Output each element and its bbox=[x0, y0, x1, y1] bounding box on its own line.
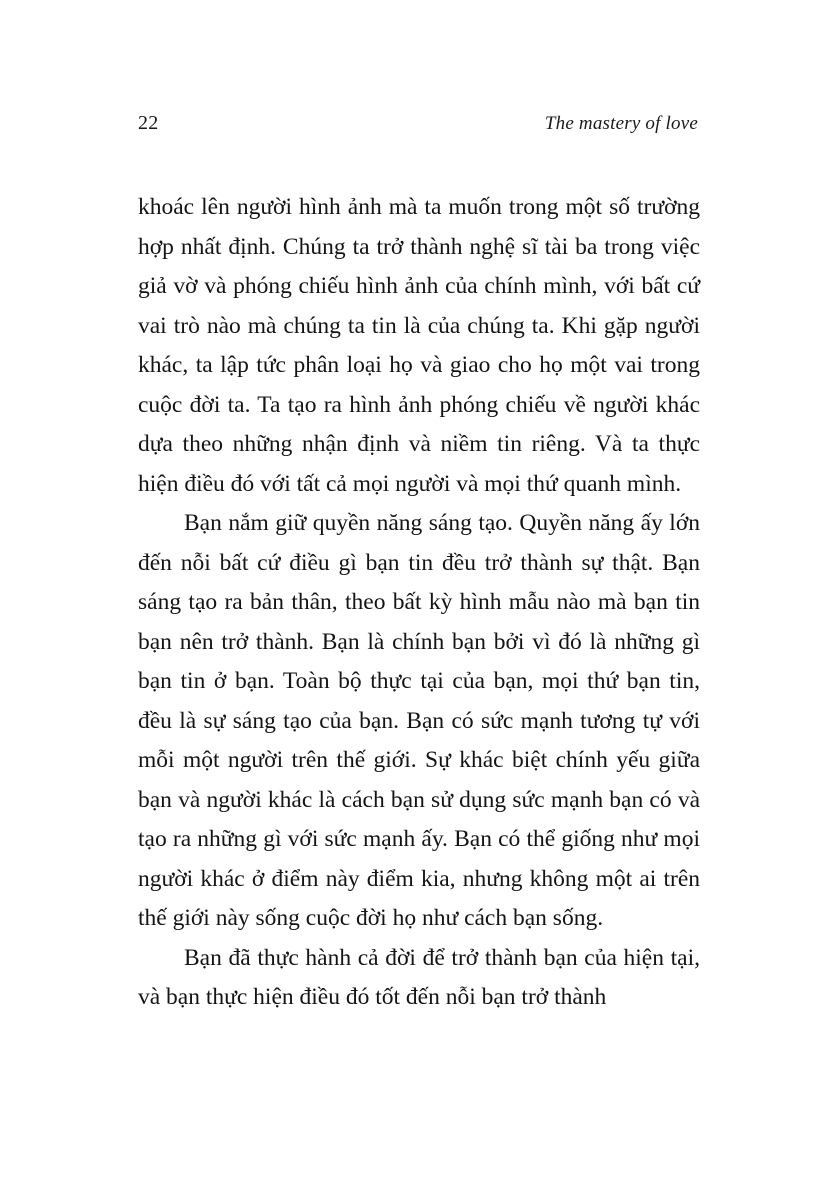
running-title: The mastery of love bbox=[544, 113, 698, 134]
body-text bbox=[138, 188, 700, 1018]
paragraph: khoác lên người hình ảnh mà ta muốn trong một số trường hợp nhất định. Chúng ta trở thành nghệ sĩ tài ba trong việc giả vờ và phóng chiếu hình ảnh của chính mình, với bất cứ vai trò nào mà chúng ta tin là của chúng ta. Khi gặp người khác, ta lập tức phân loại họ và giao cho họ một vai trong cuộc đời ta. Ta tạo ra hình ảnh phóng chiếu về người khác dựa theo những nhận định và niềm tin riêng. Và ta thực hiện điều đó với tất cả mọi người và mọi thứ quanh mình. bbox=[138, 194, 700, 497]
page-header bbox=[138, 112, 698, 140]
paragraph: Bạn nắm giữ quyền năng sáng tạo. Quyền năng ấy lớn đến nỗi bất cứ điều gì bạn tin đều trở thành sự thật. Bạn sáng tạo ra bản thân, theo bất kỳ hình mẫu nào mà bạn tin bạn nên trở thành. Bạn là chính bạn bởi vì đó là những gì bạn tin ở bạn. Toàn bộ thực tại của bạn, mọi thứ bạn tin, đều là sự sáng tạo của bạn. Bạn có sức mạnh tương tự với mỗi một người trên thế giới. Sự khác biệt chính yếu giữa bạn và người khác là cách bạn sử dụng sức mạnh bạn có và tạo ra những gì với sức mạnh ấy. Bạn có thể giống như mọi người khác ở điểm này điểm kia, nhưng không một ai trên thế giới này sống cuộc đời họ như cách bạn sống. bbox=[138, 510, 700, 931]
page-number: 22 bbox=[138, 112, 159, 134]
paragraph: Bạn đã thực hành cả đời để trở thành bạn của hiện tại, và bạn thực hiện điều đó tốt đến nỗi bạn trở thành bbox=[138, 944, 700, 1010]
